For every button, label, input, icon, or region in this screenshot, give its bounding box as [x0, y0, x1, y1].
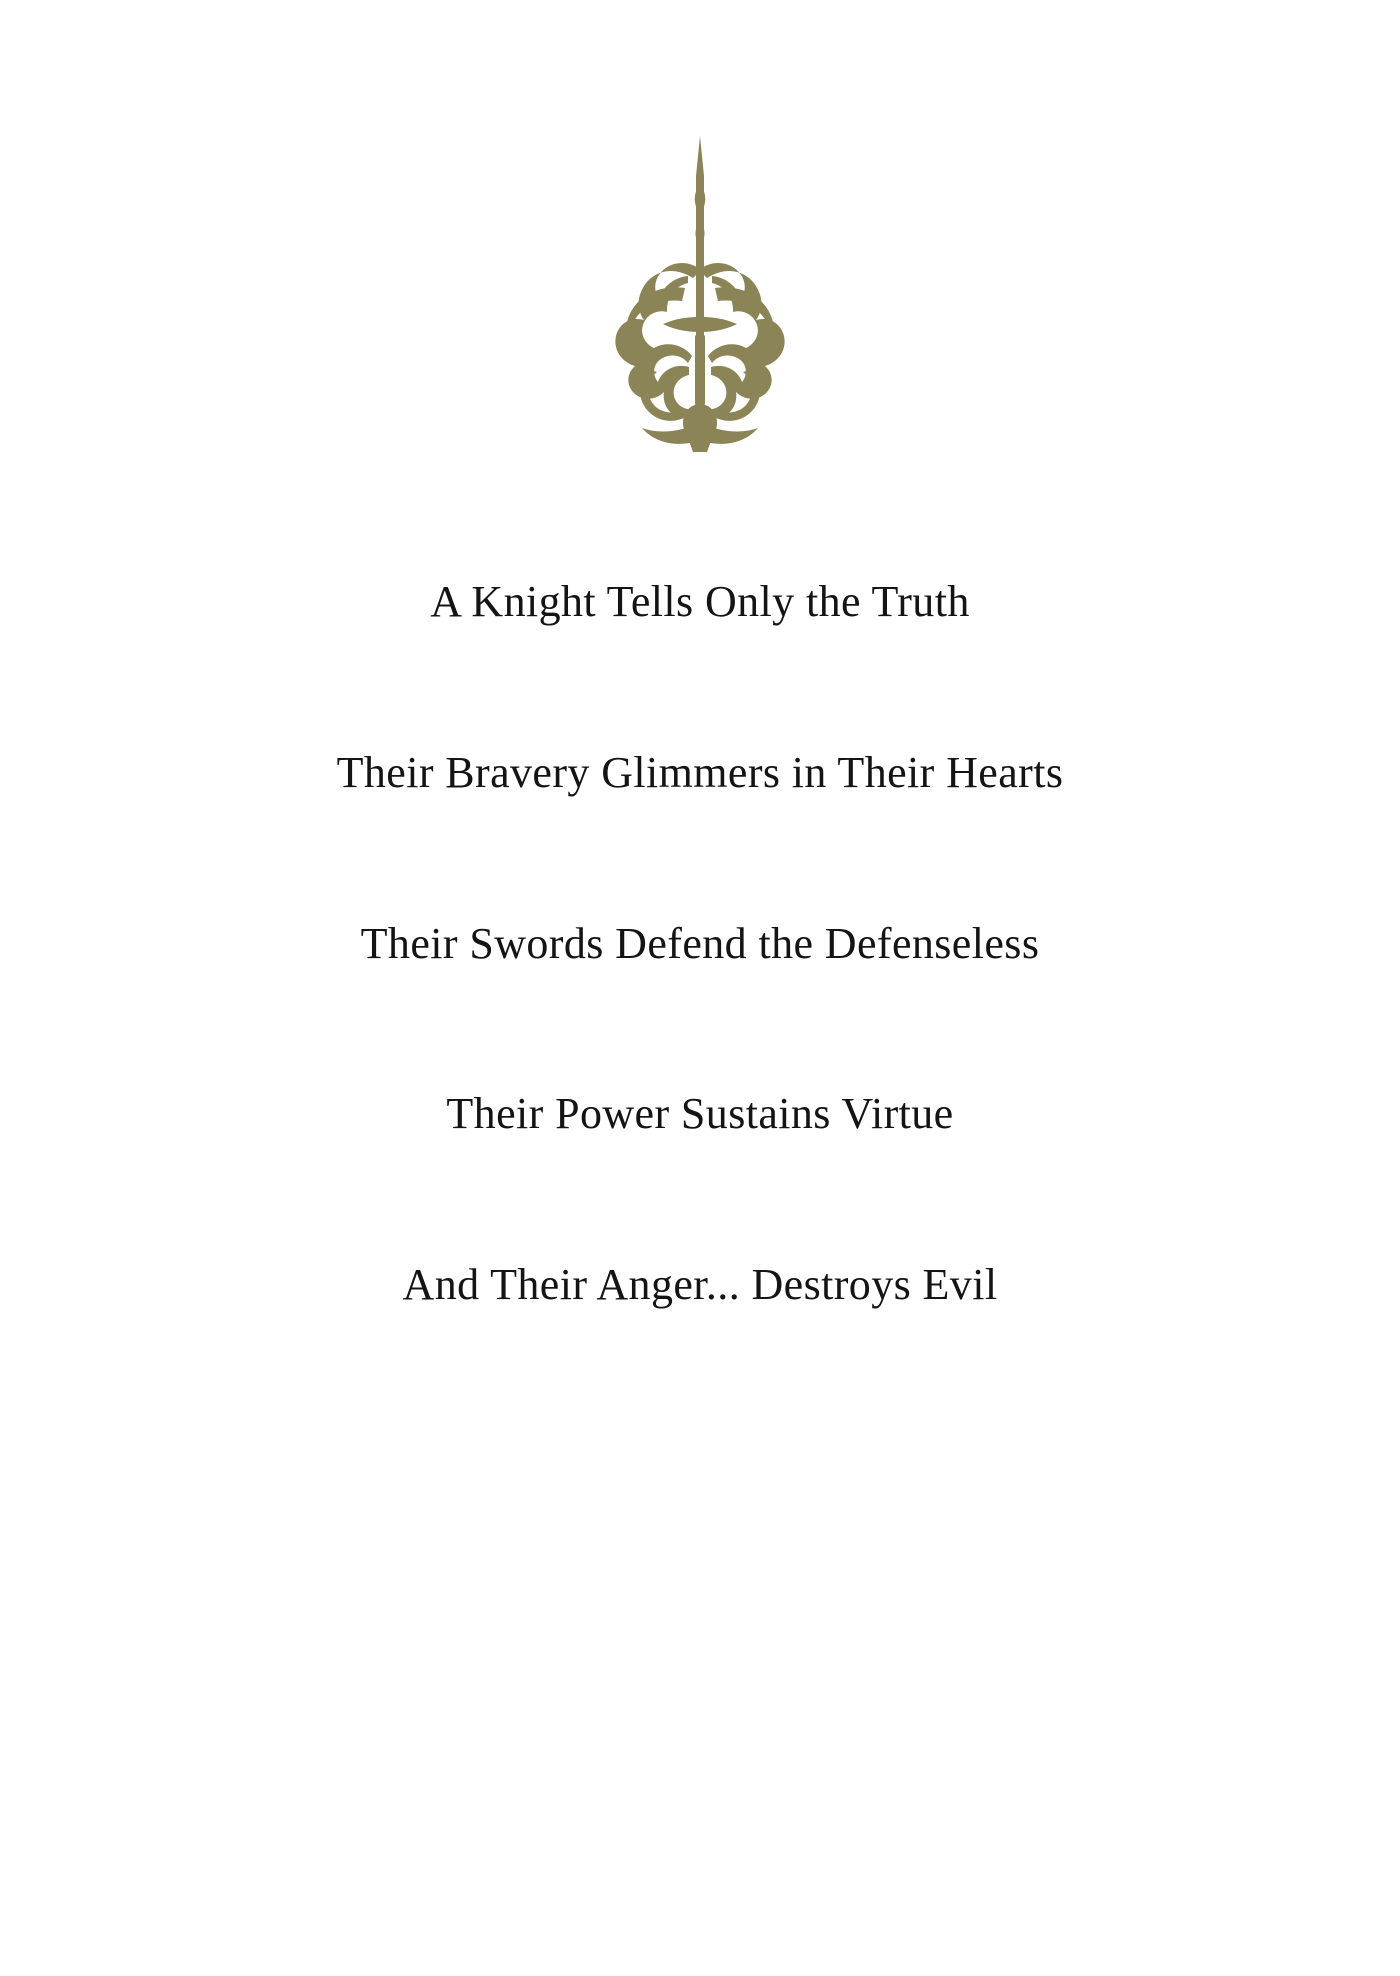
- creed-line: Their Bravery Glimmers in Their Hearts: [336, 747, 1064, 797]
- creed-line: And Their Anger... Destroys Evil: [402, 1260, 998, 1310]
- creed-line: A Knight Tells Only the Truth: [430, 577, 970, 626]
- creed-line: Their Power Sustains Virtue: [446, 1089, 954, 1139]
- creed-list: [0, 576, 1400, 1312]
- sword-with-laurel-flourish-emblem: [585, 128, 815, 458]
- creed-line: Their Swords Defend the Defenseless: [360, 918, 1040, 968]
